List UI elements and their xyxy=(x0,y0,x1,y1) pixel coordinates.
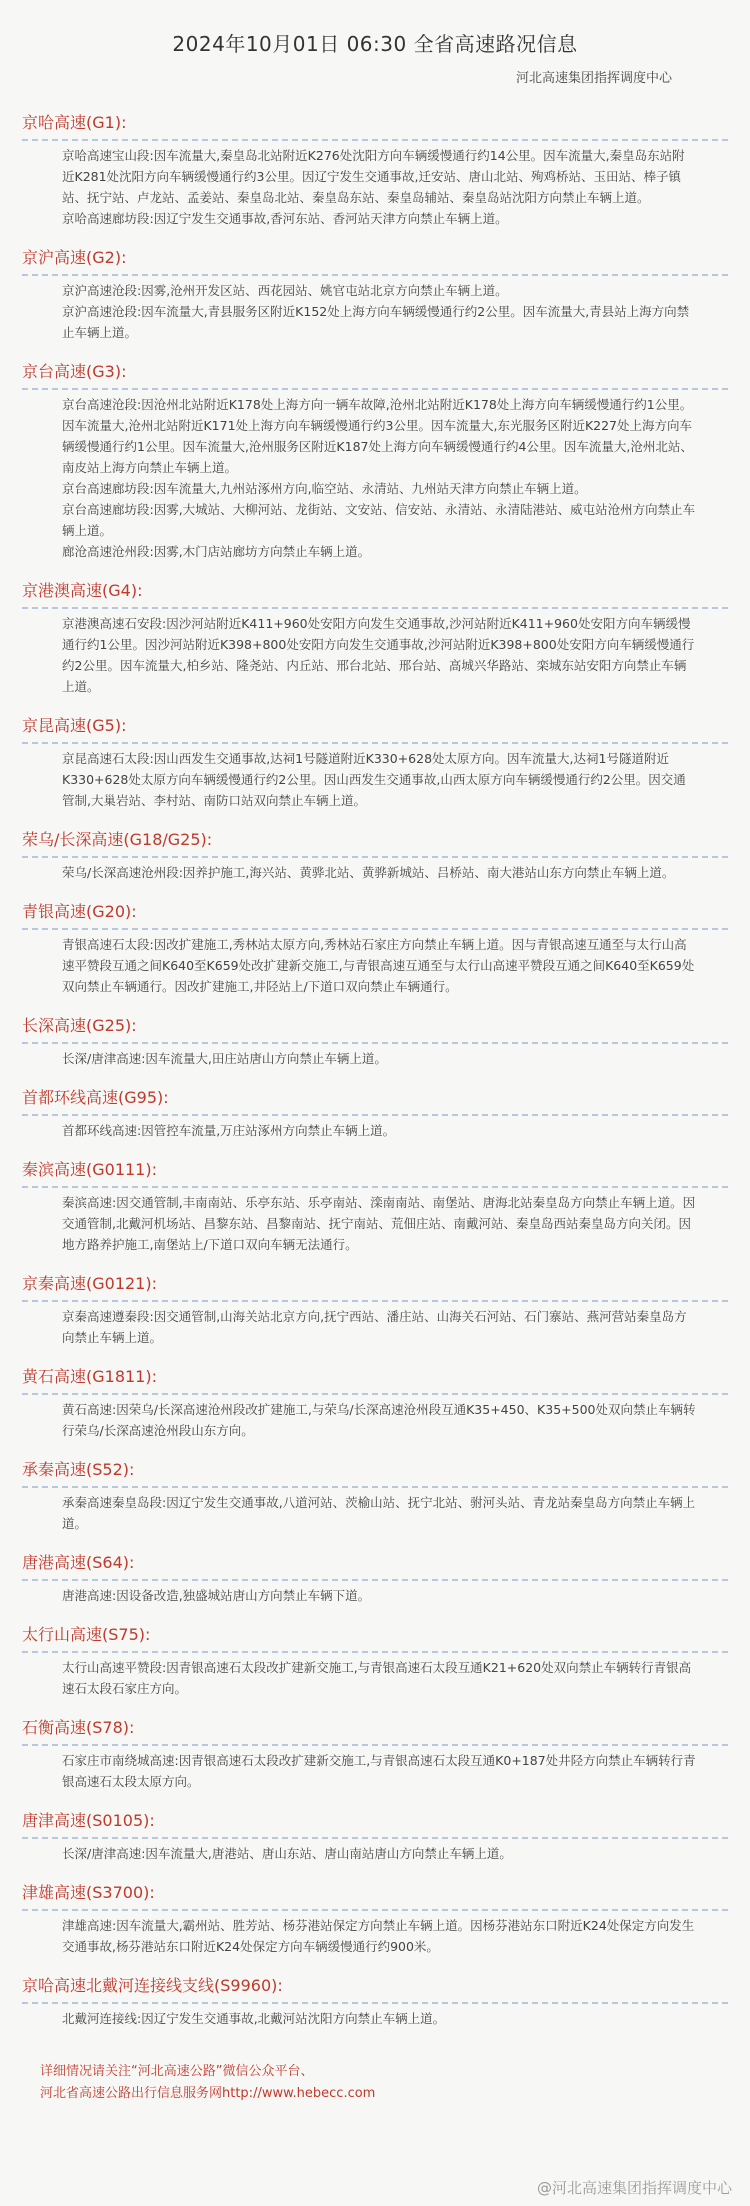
highway-section xyxy=(22,359,728,562)
highway-section xyxy=(22,899,728,997)
highway-section xyxy=(22,1085,728,1141)
road-condition-entry: 京昆高速石太段:因山西发生交通事故,达祠1号隧道附近K330+628处太原方向。因车流量大,达祠1号隧道附近K330+628处太原方向车辆缓慢通行约2公里。因山西发生交通事故,山西太原方向车辆缓慢通行约2公里。因交通管制,大巢岩站、李村站、南防口站双向禁止车辆上道。 xyxy=(62,751,686,808)
highway-section xyxy=(22,1364,728,1441)
footer xyxy=(0,2061,750,2105)
highway-section-title: 承秦高速(S52): xyxy=(22,1457,728,1488)
highway-section-title: 长深高速(G25): xyxy=(22,1013,728,1044)
highway-section xyxy=(22,578,728,697)
road-condition-entry: 荣乌/长深高速沧州段:因养护施工,海兴站、黄骅北站、黄骅新城站、吕桥站、南大港站山东方向禁止车辆上道。 xyxy=(62,865,675,880)
road-condition-entry: 京台高速沧段:因沧州北站附近K178处上海方向一辆车故障,沧州北站附近K178处上海方向车辆缓慢通行约1公里。因车流量大,沧州北站附近K171处上海方向车辆缓慢通行约3公里。因车流量大,东光服务区附近K227处上海方向车辆缓慢通行约1公里。因车流量大,沧州服务区附近K187处上海方向车辆缓慢通行约4公里。因车流量大,沧州北站、南皮站上海方向禁止车辆上道。 xyxy=(62,397,693,475)
highway-section-title: 京哈高速北戴河连接线支线(S9960): xyxy=(22,1973,728,2004)
road-condition-entry: 黄石高速:因荣乌/长深高速沧州段改扩建施工,与荣乌/长深高速沧州段互通K35+450、K35+500处双向禁止车辆转行荣乌/长深高速沧州段山东方向。 xyxy=(62,1402,696,1438)
road-condition-entry: 津雄高速:因车流量大,霸州站、胜芳站、杨芬港站保定方向禁止车辆上道。因杨芬港站东口附近K24处保定方向发生交通事故,杨芬港站东口附近K24处保定方向车辆缓慢通行约900米。 xyxy=(62,1918,695,1954)
highway-section-title: 京沪高速(G2): xyxy=(22,245,728,276)
road-condition-entry: 石家庄市南绕城高速:因青银高速石太段改扩建新交施工,与青银高速石太段互通K0+187处井陉方向禁止车辆转行青银高速石太段太原方向。 xyxy=(62,1753,696,1789)
highway-section-title: 秦滨高速(G0111): xyxy=(22,1157,728,1188)
highway-section-title: 京港澳高速(G4): xyxy=(22,578,728,609)
highway-section-title: 京哈高速(G1): xyxy=(22,110,728,141)
road-condition-entry: 京哈高速宝山段:因车流量大,秦皇岛北站附近K276处沈阳方向车辆缓慢通行约14公里。因车流量大,秦皇岛东站附近K281处沈阳方向车辆缓慢通行约3公里。因辽宁发生交通事故,迁安站、唐山北站、殉鸡桥站、玉田站、棒子镇站、抚宁站、卢龙站、孟姜站、秦皇岛北站、秦皇岛东站、秦皇岛辅站、秦皇岛站沈阳方向禁止车辆上道。 xyxy=(62,148,685,205)
watermark: @河北高速集团指挥调度中心 xyxy=(536,2179,732,2197)
highway-section-title: 青银高速(G20): xyxy=(22,899,728,930)
highway-section xyxy=(22,1550,728,1606)
highway-section-title: 石衡高速(S78): xyxy=(22,1715,728,1746)
highway-section xyxy=(22,1880,728,1957)
road-condition-entry: 京哈高速廊坊段:因辽宁发生交通事故,香河东站、香河站天津方向禁止车辆上道。 xyxy=(62,211,508,226)
highway-section xyxy=(22,1715,728,1792)
highway-section xyxy=(22,1622,728,1699)
highway-section-title: 黄石高速(G1811): xyxy=(22,1364,728,1395)
highway-section xyxy=(22,1457,728,1534)
highway-section xyxy=(22,1157,728,1255)
road-condition-entry: 京港澳高速石安段:因沙河站附近K411+960处安阳方向发生交通事故,沙河站附近K411+960处安阳方向车辆缓慢通行约1公里。因沙河站附近K398+800处安阳方向发生交通事故,沙河站附近K398+800处安阳方向车辆缓慢通行约2公里。因车流量大,柏乡站、隆尧站、内丘站、邢台北站、邢台站、高城兴华路站、栾城东站安阳方向禁止车辆上道。 xyxy=(62,616,695,694)
highway-section-title: 京昆高速(G5): xyxy=(22,713,728,744)
page-subtitle: 河北高速集团指挥调度中心 xyxy=(515,71,672,86)
highway-section-title: 京秦高速(G0121): xyxy=(22,1271,728,1302)
footer-line-1: 详细情况请关注“河北高速公路”微信公众平台、 xyxy=(40,2064,314,2079)
road-condition-entry: 太行山高速平赞段:因青银高速石太段改扩建新交施工,与青银高速石太段互通K21+620处双向禁止车辆转行青银高速石太段石家庄方向。 xyxy=(62,1660,692,1696)
road-condition-entry: 青银高速石太段:因改扩建施工,秀林站太原方向,秀林站石家庄方向禁止车辆上道。因与青银高速互通至与太行山高速平赞段互通之间K640至K659处改扩建新交施工,与青银高速互通至与太行山高速平赞段互通之间K640至K659处双向禁止车辆通行。因改扩建施工,井陉站上/下道口双向禁止车辆通行。 xyxy=(62,937,695,994)
road-condition-entry: 唐港高速:因设备改造,独盛城站唐山方向禁止车辆下道。 xyxy=(62,1588,371,1603)
highway-section-title: 首都环线高速(G95): xyxy=(22,1085,728,1116)
road-condition-entry: 首都环线高速:因管控车流量,万庄站涿州方向禁止车辆上道。 xyxy=(62,1123,396,1138)
road-condition-entry: 京沪高速沧段:因雾,沧州开发区站、西花园站、姚官屯站北京方向禁止车辆上道。 xyxy=(62,283,508,298)
highway-section xyxy=(22,827,728,883)
page-title: 2024年10月01日 06:30 全省高速路况信息 xyxy=(172,32,578,56)
road-condition-entry: 承秦高速秦皇岛段:因辽宁发生交通事故,八道河站、茨榆山站、抚宁北站、驸河头站、青龙站秦皇岛方向禁止车辆上道。 xyxy=(62,1495,696,1531)
road-condition-entry: 长深/唐津高速:因车流量大,田庄站唐山方向禁止车辆上道。 xyxy=(62,1051,387,1066)
highway-section-title: 京台高速(G3): xyxy=(22,359,728,390)
highway-section-title: 唐港高速(S64): xyxy=(22,1550,728,1581)
highway-section-title: 荣乌/长深高速(G18/G25): xyxy=(22,827,728,858)
road-condition-entry: 京台高速廊坊段:因车流量大,九州站涿州方向,临空站、永清站、九州站天津方向禁止车辆上道。 xyxy=(62,481,587,496)
highway-section xyxy=(22,713,728,811)
road-condition-entry: 秦滨高速:因交通管制,丰南南站、乐亭东站、乐亭南站、滦南南站、南堡站、唐海北站秦皇岛方向禁止车辆上道。因交通管制,北戴河机场站、昌黎东站、昌黎南站、抚宁南站、荒佃庄站、南戴河站、秦皇岛西站秦皇岛方向关闭。因地方路养护施工,南堡站上/下道口双向车辆无法通行。 xyxy=(62,1195,696,1252)
highway-section xyxy=(22,245,728,343)
road-condition-entry: 京台高速廊坊段:因雾,大城站、大柳河站、龙街站、文安站、信安站、永清站、永清陆港站、威屯站沧州方向禁止车辆上道。 xyxy=(62,502,696,538)
road-condition-entry: 京沪高速沧段:因车流量大,青县服务区附近K152处上海方向车辆缓慢通行约2公里。因车流量大,青县站上海方向禁止车辆上道。 xyxy=(62,304,690,340)
highway-section xyxy=(22,1808,728,1864)
road-condition-entry: 京秦高速遵秦段:因交通管制,山海关站北京方向,抚宁西站、潘庄站、山海关石河站、石门寨站、燕河营站秦皇岛方向禁止车辆上道。 xyxy=(62,1309,687,1345)
highway-section xyxy=(22,1973,728,2029)
footer-line-2[interactable]: 河北省高速公路出行信息服务网http://www.hebecc.com xyxy=(40,2086,376,2101)
highway-section xyxy=(22,110,728,229)
road-condition-entry: 北戴河连接线:因辽宁发生交通事故,北戴河站沈阳方向禁止车辆上道。 xyxy=(62,2011,446,2026)
road-condition-entry: 廊沧高速沧州段:因雾,木门店站廊坊方向禁止车辆上道。 xyxy=(62,544,371,559)
road-status-list xyxy=(0,86,750,2029)
highway-section-title: 唐津高速(S0105): xyxy=(22,1808,728,1839)
road-condition-entry: 长深/唐津高速:因车流量大,唐港站、唐山东站、唐山南站唐山方向禁止车辆上道。 xyxy=(62,1846,512,1861)
highway-section xyxy=(22,1013,728,1069)
highway-section-title: 太行山高速(S75): xyxy=(22,1622,728,1653)
highway-section-title: 津雄高速(S3700): xyxy=(22,1880,728,1911)
highway-section xyxy=(22,1271,728,1348)
